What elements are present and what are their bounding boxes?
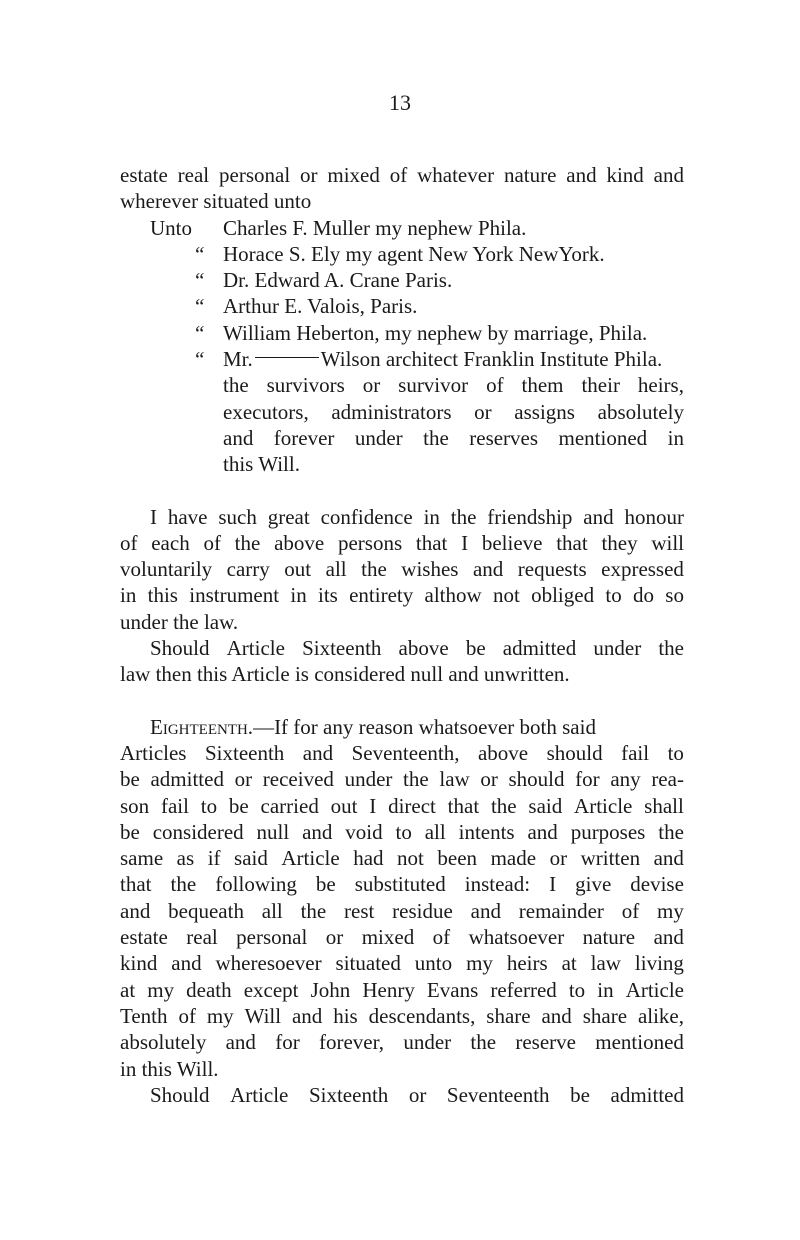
beneficiary-name: Arthur E. Valois, Paris. bbox=[223, 294, 418, 319]
eighteenth-line: Articles Sixteenth and Seventeenth, above should fail to bbox=[120, 740, 684, 765]
beneficiary-row bbox=[120, 320, 684, 346]
beneficiary-name: William Heberton, my nephew by marriage, Phila. bbox=[223, 320, 648, 345]
eighteenth-line: that the following be substituted instead: I give devise bbox=[120, 872, 684, 897]
eighteenth-line: absolutely and for forever, under the reserve mentioned bbox=[120, 1030, 684, 1055]
beneficiary-name: Horace S. Ely my agent New York NewYork. bbox=[223, 241, 605, 266]
eighteenth-line: estate real personal or mixed of whatsoever nature and bbox=[120, 925, 684, 950]
continuation-line: this Will. bbox=[223, 452, 300, 477]
eighteenth-heading: Eighteenth. bbox=[150, 714, 254, 739]
confidence-line: of each of the above persons that I believe that they will bbox=[120, 530, 684, 555]
should-line: law then this Article is considered null and unwritten. bbox=[120, 662, 570, 687]
eighteenth-first-line bbox=[120, 714, 684, 740]
eighteenth-line: at my death except John Henry Evans referred to in Article bbox=[120, 977, 684, 1002]
confidence-line: under the law. bbox=[120, 609, 239, 634]
eighteenth-line: be considered null and void to all intents and purposes the bbox=[120, 819, 684, 844]
continuation-line: and forever under the reserves mentioned in bbox=[223, 425, 684, 450]
beneficiary-row bbox=[120, 346, 684, 372]
continuation-line: the survivors or survivor of them their heirs, bbox=[223, 373, 684, 398]
continuation-line: executors, administrators or assigns absolutely bbox=[223, 399, 684, 424]
beneficiary-continuation bbox=[120, 372, 684, 477]
confidence-line: in this instrument in its entirety althow not obliged to do so bbox=[120, 583, 684, 608]
spacer bbox=[120, 688, 684, 714]
eighteenth-line: and bequeath all the rest residue and remainder of my bbox=[120, 898, 684, 923]
final-line: Should Article Sixteenth or Seventeenth be admitted bbox=[150, 1082, 684, 1107]
intro-line-2: wherever situated unto bbox=[120, 189, 312, 214]
unto-label: Unto bbox=[150, 215, 192, 240]
beneficiary-name-wilson bbox=[223, 346, 684, 372]
beneficiary-row bbox=[120, 215, 684, 241]
intro-line-1: estate real personal or mixed of whatever nature and kind and bbox=[120, 163, 684, 187]
blank-dash bbox=[255, 357, 319, 358]
ditto-mark: “ bbox=[193, 241, 205, 266]
wilson-text: Wilson architect Franklin Institute Phila. bbox=[320, 347, 663, 372]
eighteenth-first-rest: —If for any reason whatsoever both said bbox=[253, 714, 596, 739]
beneficiary-row bbox=[120, 267, 684, 293]
page-number: 13 bbox=[389, 90, 411, 115]
body-text bbox=[120, 162, 684, 1108]
beneficiary-name: Charles F. Muller my nephew Phila. bbox=[223, 215, 527, 240]
ditto-mark: “ bbox=[193, 347, 205, 372]
eighteenth-line: kind and wheresoever situated unto my heirs at law living bbox=[120, 951, 684, 976]
spacer bbox=[120, 478, 684, 504]
eighteenth-line: same as if said Article had not been made or written and bbox=[120, 846, 684, 871]
confidence-line: I have such great confidence in the friendship and honour bbox=[150, 504, 684, 529]
ditto-mark: “ bbox=[193, 268, 205, 293]
mr-prefix: Mr. bbox=[223, 347, 253, 372]
beneficiary-name: Dr. Edward A. Crane Paris. bbox=[223, 268, 453, 293]
beneficiary-row bbox=[120, 241, 684, 267]
eighteenth-line: son fail to be carried out I direct that the said Article shall bbox=[120, 793, 684, 818]
eighteenth-line: Tenth of my Will and his descendants, share and share alike, bbox=[120, 1003, 684, 1028]
ditto-mark: “ bbox=[193, 294, 205, 319]
ditto-mark: “ bbox=[193, 320, 205, 345]
beneficiary-row bbox=[120, 293, 684, 319]
eighteenth-line: in this Will. bbox=[120, 1056, 219, 1081]
confidence-line: voluntarily carry out all the wishes and requests expressed bbox=[120, 557, 684, 582]
should-line: Should Article Sixteenth above be admitted under the bbox=[150, 636, 684, 661]
eighteenth-line: be admitted or received under the law or should for any rea- bbox=[120, 767, 684, 792]
